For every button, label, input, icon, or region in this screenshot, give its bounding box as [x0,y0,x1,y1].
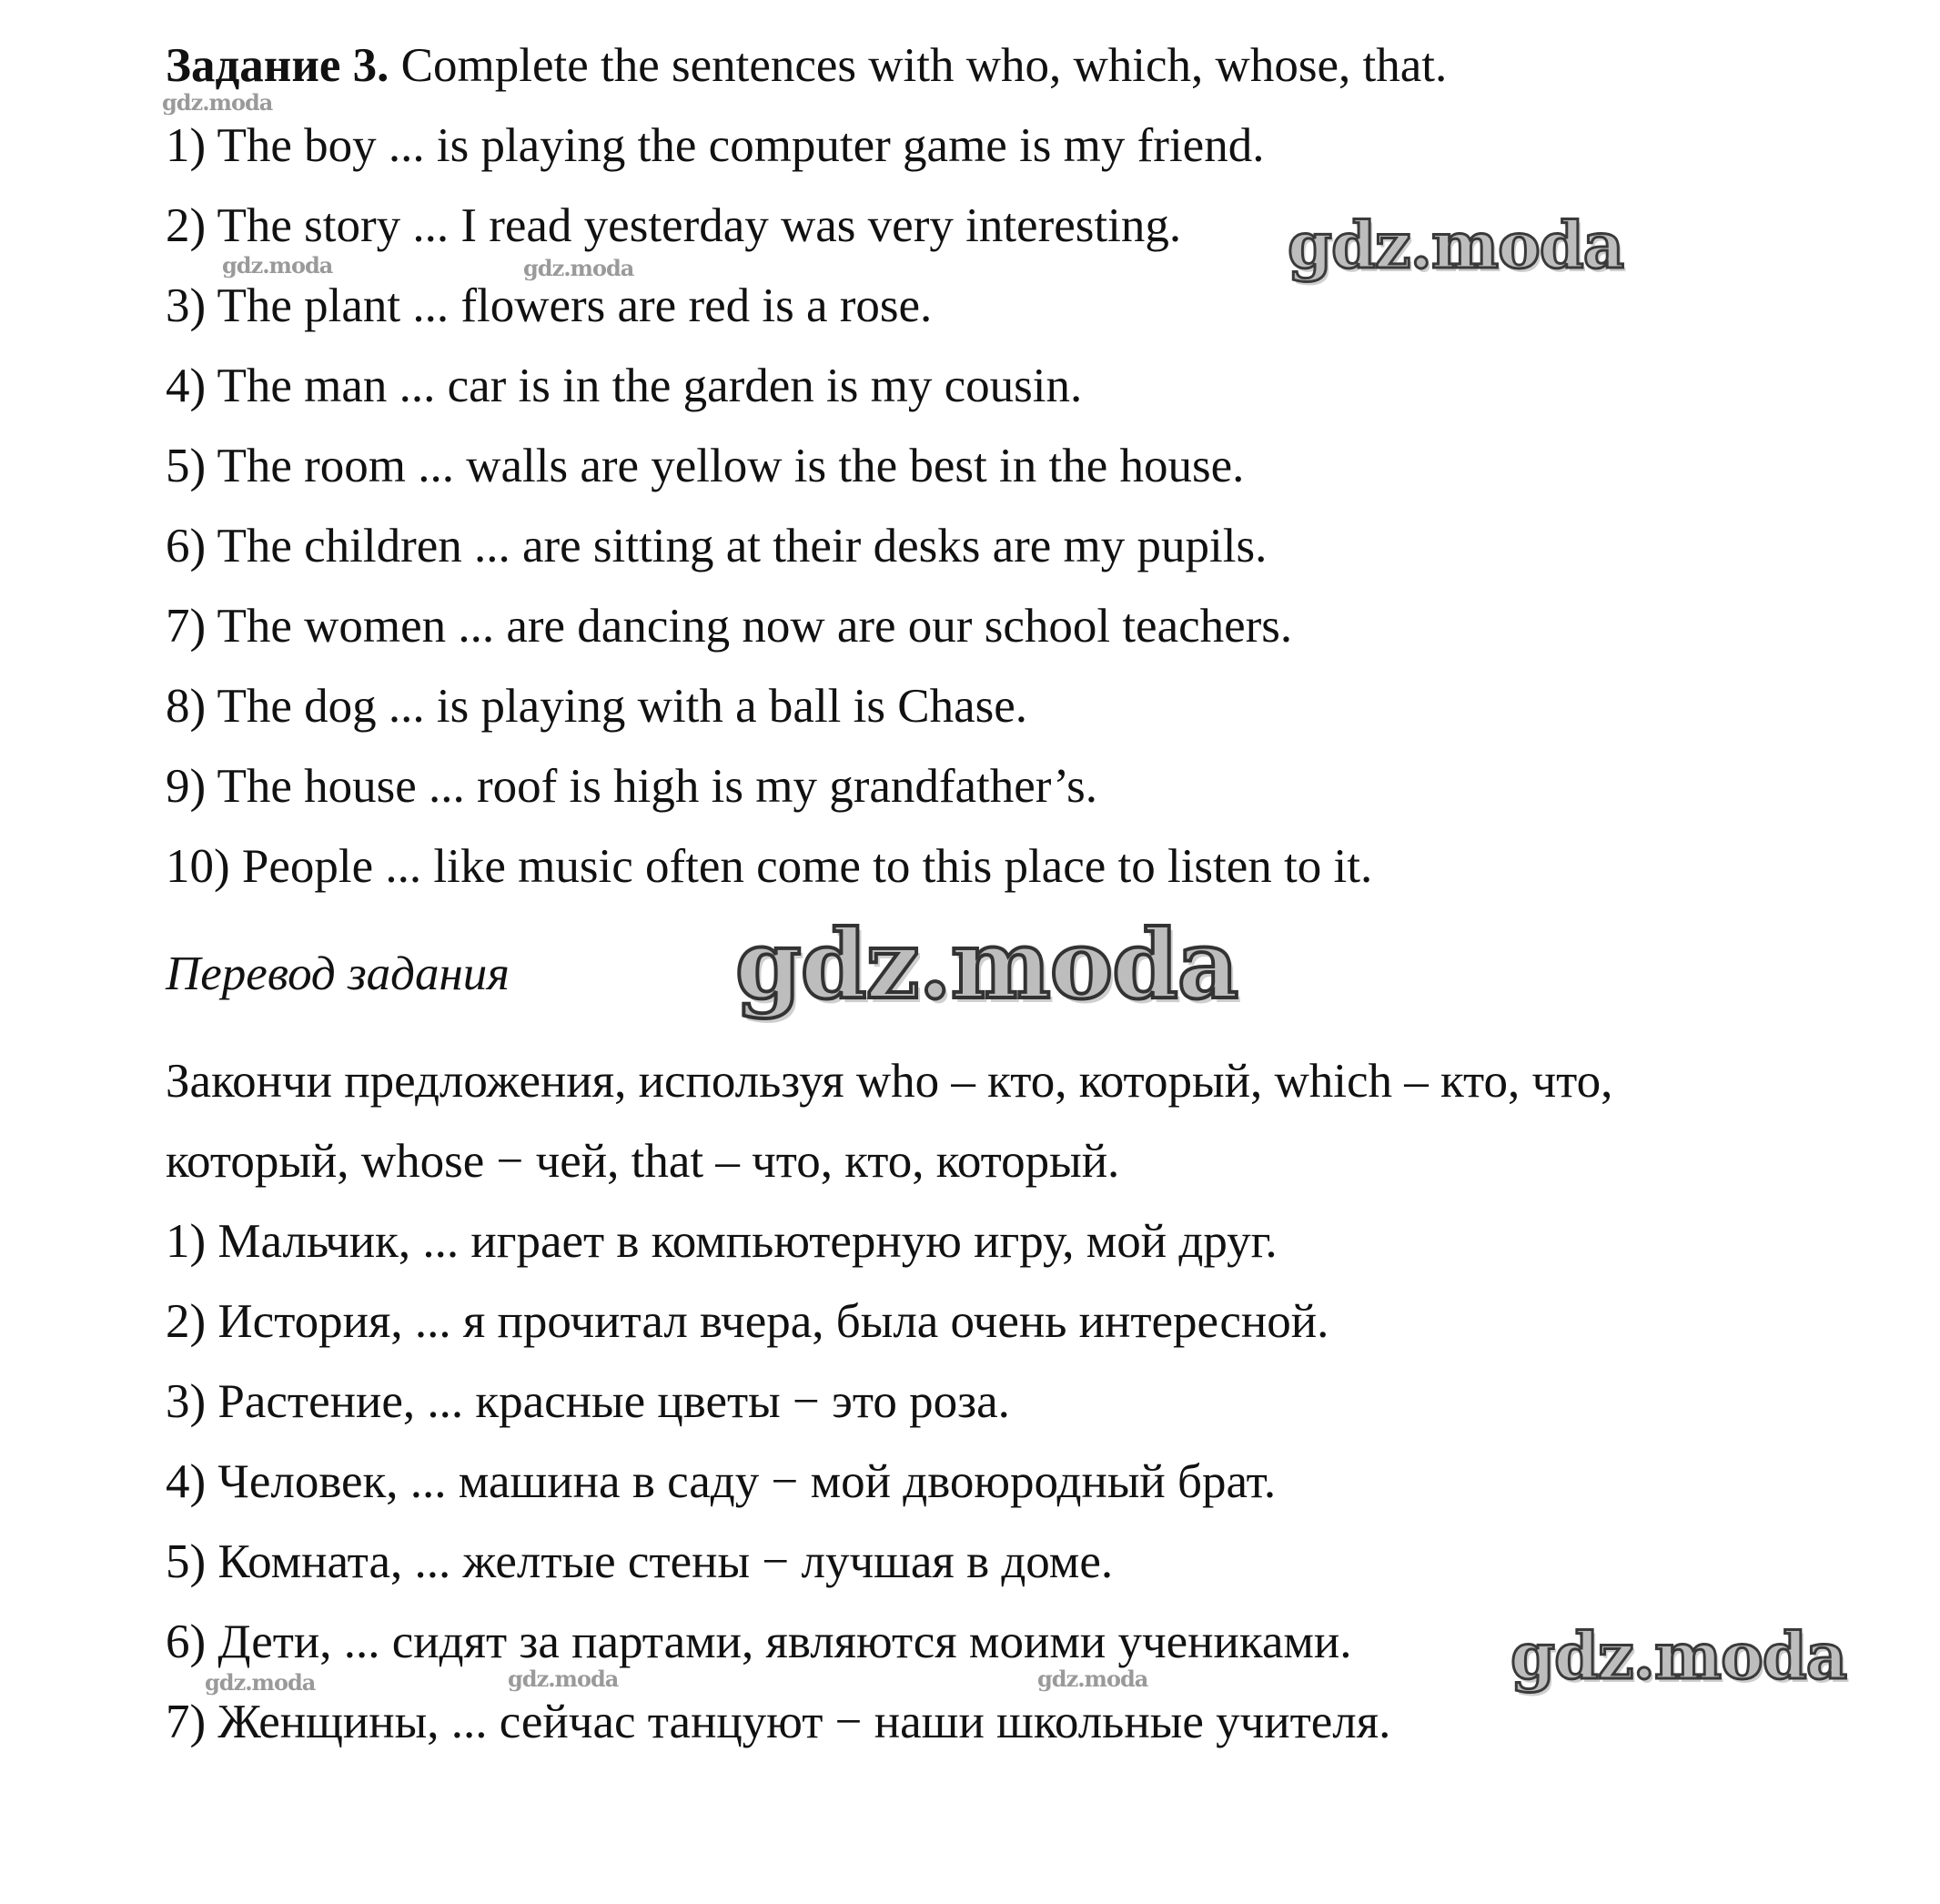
sentence-2: 2) The story ... I read yesterday was very interesting. [166,199,1182,252]
task-label: Задание 3. [166,39,389,92]
translation-instruction-line-1: Закончи предложения, используя who – кто, который, which – кто, что, [166,1055,1613,1108]
watermark-small: gdz.moda [523,255,634,281]
sentence-5: 5) The room ... walls are yellow is the best in the house. [166,440,1245,492]
sentence-7: 7) The women ... are dancing now are our school teachers. [166,600,1293,653]
translation-sentence-6: 6) Дети, ... сидят за партами, являются моими учениками. [166,1615,1352,1668]
translation-sentence-1: 1) Мальчик, ... играет в компьютерную игру, мой друг. [166,1215,1278,1268]
translation-sentence-3: 3) Растение, ... красные цветы − это роза. [166,1375,1010,1428]
sentence-8: 8) The dog ... is playing with a ball is Chase. [166,680,1028,733]
translation-instruction-line-2: который, whose − чей, that – что, кто, который. [166,1135,1120,1188]
sentence-6: 6) The children ... are sitting at their desks are my pupils. [166,520,1268,572]
watermark-small: gdz.moda [508,1666,619,1692]
watermark-small: gdz.moda [205,1669,316,1696]
watermark-small: gdz.moda [162,89,273,116]
sentence-9: 9) The house ... roof is high is my grandfather’s. [166,760,1098,813]
watermark-large: gdz.moda [1288,208,1624,283]
watermark-large: gdz.moda [1511,1618,1847,1694]
translation-sentence-7: 7) Женщины, ... сейчас танцуют − наши школьные учителя. [166,1696,1391,1748]
task-heading [166,36,1447,95]
translation-sentence-5: 5) Комната, ... желтые стены − лучшая в доме. [166,1535,1114,1588]
sentence-1: 1) The boy ... is playing the computer game is my friend. [166,119,1265,172]
watermark-small: gdz.moda [1037,1666,1148,1692]
translation-heading: Перевод задания [166,947,510,1000]
translation-sentence-4: 4) Человек, ... машина в саду − мой двоюродный брат. [166,1455,1277,1508]
translation-sentence-2: 2) История, ... я прочитал вчера, была очень интересной. [166,1295,1329,1348]
sentence-4: 4) The man ... car is in the garden is my cousin. [166,360,1083,412]
sentence-3: 3) The plant ... flowers are red is a rose. [166,279,933,332]
task-instruction: Complete the sentences with who, which, whose, that. [400,39,1448,92]
sentence-10: 10) People ... like music often come to this place to listen to it. [166,840,1373,893]
watermark-small: gdz.moda [222,252,333,279]
watermark-xlarge: gdz.moda [735,908,1238,1020]
